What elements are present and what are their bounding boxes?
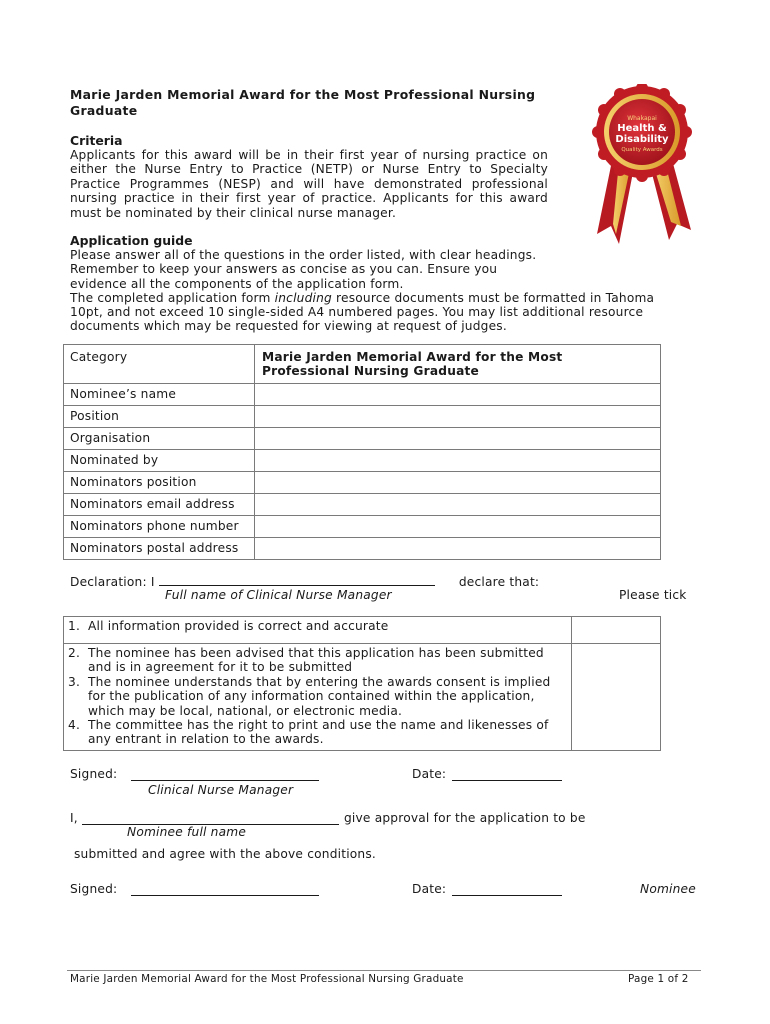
nominated-by-field[interactable] [255, 450, 661, 472]
nominee-role-label: Nominee [640, 882, 696, 896]
page-number: Page 1 of 2 [628, 973, 689, 985]
position-label: Position [64, 406, 255, 428]
date-label-1: Date: [412, 767, 447, 781]
table-row [64, 384, 661, 406]
criteria-heading: Criteria [70, 133, 123, 148]
nominated-by-label: Nominated by [64, 450, 255, 472]
nominators-email-label: Nominators email address [64, 494, 255, 516]
tick-box-2[interactable] [572, 644, 661, 751]
item-number: 1. [68, 619, 81, 633]
organisation-label: Organisation [64, 428, 255, 450]
item-number: 4. [68, 718, 81, 733]
table-row [64, 644, 661, 751]
footer-title: Marie Jarden Memorial Award for the Most Professional Nursing Graduate [70, 973, 464, 985]
nominators-phone-field[interactable] [255, 516, 661, 538]
table-row [64, 450, 661, 472]
manager-name-blank[interactable] [159, 573, 435, 586]
date-label-2: Date: [412, 882, 447, 896]
page-title: Marie Jarden Memorial Award for the Most Professional Nursing Graduate [70, 87, 536, 118]
table-row [64, 617, 661, 644]
item-number: 2. [68, 646, 81, 660]
table-row [64, 538, 661, 560]
table-row [64, 516, 661, 538]
award-ribbon-logo [583, 84, 701, 246]
approval-prefix: I, [70, 811, 78, 825]
declaration-suffix: declare that: [458, 575, 540, 589]
nominators-postal-field[interactable] [255, 538, 661, 560]
guide-emphasis: including [274, 290, 332, 305]
signed-label-1: Signed: [70, 767, 118, 781]
item-text: All information provided is correct and accurate [88, 619, 389, 633]
badge-text-line3: Disability [615, 134, 669, 145]
declaration-items-2-4 [64, 644, 572, 751]
nominators-email-field[interactable] [255, 494, 661, 516]
tick-box-1[interactable] [572, 617, 661, 644]
guide-line-3: evidence all the components of the application form. [70, 276, 404, 291]
badge-text-line4: Quality Awards [621, 147, 663, 153]
declaration-table [63, 616, 661, 751]
guide-line-4a: The completed application form [70, 290, 275, 305]
guide-line-2: Remember to keep your answers as concise as you can. Ensure you [70, 262, 498, 277]
category-value: Marie Jarden Memorial Award for the Most Professional Nursing Graduate [255, 345, 661, 384]
criteria-text: Applicants for this award will be in their first year of nursing practice on either the Nurse Entry to Practice (NETP) or Nurse Entry to Specialty Practice Programmes (NESP) and will have demonstrated professional nursing practice in their first year of practice. Applicants for this award must be nominated by their clinical nurse manager. [70, 148, 548, 220]
declaration-prefix: Declaration: I [70, 575, 155, 589]
please-tick-label: Please tick [619, 588, 687, 602]
nominee-name-caption: Nominee full name [127, 825, 247, 839]
guide-heading: Application guide [70, 233, 193, 248]
nominators-phone-label: Nominators phone number [64, 516, 255, 538]
signed-label-2: Signed: [70, 882, 118, 896]
item-text: The committee has the right to print and use the name and likenesses of any entrant in relation to the awards. [88, 718, 549, 747]
badge-text-line2: Health & [617, 123, 667, 134]
approval-text: give approval for the application to be [344, 811, 586, 825]
declaration-item-1 [64, 617, 572, 644]
table-row [64, 406, 661, 428]
table-row [64, 472, 661, 494]
table-row [64, 345, 661, 384]
manager-signature-blank[interactable] [131, 767, 319, 781]
date-blank-1[interactable] [452, 767, 562, 781]
organisation-field[interactable] [255, 428, 661, 450]
guide-line-4b: resource documents must be formatted in Tahoma 10pt, and not exceed 10 single-sided A4 numbered pages. You may list additional resource documents which may be requested for viewing at request of judges. [70, 290, 655, 334]
nominators-postal-label: Nominators postal address [64, 538, 255, 560]
guide-line-1: Please answer all of the questions in the order listed, with clear headings. [70, 248, 537, 262]
declaration-line [70, 573, 539, 589]
nominators-position-field[interactable] [255, 472, 661, 494]
position-field[interactable] [255, 406, 661, 428]
table-row [64, 494, 661, 516]
nominators-position-label: Nominators position [64, 472, 255, 494]
nominee-name-label: Nominee’s name [64, 384, 255, 406]
nominee-name-field[interactable] [255, 384, 661, 406]
guide-text [70, 248, 680, 334]
approval-text-2: submitted and agree with the above conditions. [74, 847, 376, 861]
table-row [64, 428, 661, 450]
item-text: The nominee has been advised that this application has been submitted and is in agreement for it to be submitted [88, 646, 544, 675]
manager-name-caption: Full name of Clinical Nurse Manager [165, 588, 392, 602]
manager-signature-caption: Clinical Nurse Manager [148, 783, 294, 797]
nominee-name-blank[interactable] [82, 811, 339, 825]
guide-line-4 [70, 291, 680, 334]
footer-divider [67, 970, 701, 971]
item-text: The nominee understands that by entering the awards consent is implied for the publication of any information contained within the application, which may be local, national, or electronic media. [88, 674, 551, 718]
nominee-signature-blank[interactable] [131, 882, 319, 896]
date-blank-2[interactable] [452, 882, 562, 896]
badge-text-line1: Whakapai [627, 115, 657, 122]
nomination-form-table [63, 344, 661, 560]
item-number: 3. [68, 674, 81, 689]
category-label: Category [64, 345, 255, 384]
